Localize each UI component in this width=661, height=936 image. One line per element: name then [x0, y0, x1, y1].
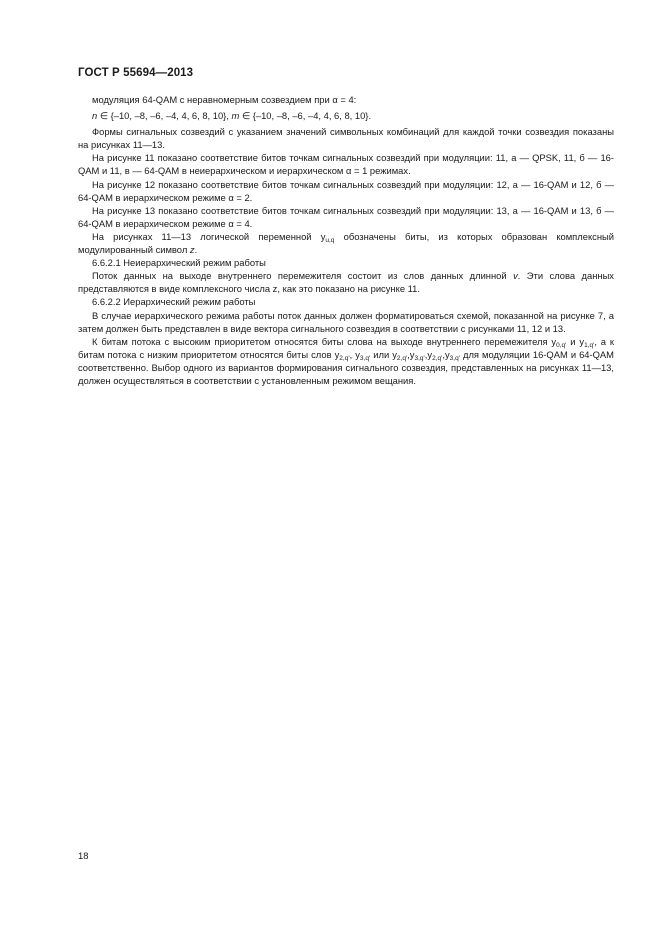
var-n: n — [92, 110, 98, 122]
paragraph-modulation-intro: модуляция 64-QAM с неравномерным созвездием при α = 4: — [92, 94, 357, 105]
text-fragment: ,y — [407, 348, 415, 360]
subscript: u,q — [325, 236, 335, 244]
document-header: ГОСТ Р 55694—2013 — [78, 67, 194, 79]
paragraph-figure-13: На рисунке 13 показано соответствие битов точкам сигнальных созвездий при модуляции: 13, а — 16-QAM и 13, б — 64-QAM в иерархическом режиме α = 4. — [78, 204, 614, 229]
text-fragment: Поток данных на выходе внутреннего перемежителя состоит из слов данных длинной — [92, 270, 514, 282]
text-fragment: , y — [349, 348, 360, 360]
subscript: 2,q' — [339, 354, 350, 362]
text-fragment: ,y — [442, 348, 450, 360]
paragraph-logical-variable — [78, 230, 614, 256]
paragraph-non-hierarchical — [78, 269, 614, 295]
subscript: 3,q' — [359, 354, 371, 362]
formula-constellation-sets — [78, 109, 614, 122]
section-heading-non-hierarchical: 6.6.2.1 Неиерархический режим работы — [92, 257, 266, 269]
subscript: 1,q' — [584, 341, 595, 349]
text-fragment: На рисунках 11—13 логической переменной y — [92, 230, 326, 242]
text-fragment: или y — [370, 348, 397, 360]
paragraph-hierarchical: В случае иерархического режима работы поток данных должен форматироваться схемой, показанной на рисунке 7, а затем должен быть представлен в виде вектора сигнального созвездия в соответствии с рисунками 11, 12 и 13. — [78, 309, 614, 334]
text-fragment: обозначены биты, из которых образован комплексный модулированный символ — [78, 230, 614, 256]
subscript: 2,q' — [432, 354, 443, 362]
var-m: m — [231, 110, 240, 122]
m-set: ∈ {–10, –8, –6, –4, 4, 6, 8, 10}. — [239, 110, 372, 122]
subscript: 2,q' — [396, 354, 408, 362]
subscript: 3,q' — [449, 354, 460, 362]
section-heading-hierarchical: 6.6.2.2 Иерархический режим работы — [92, 296, 256, 308]
document-body — [78, 93, 614, 387]
text-fragment: . — [194, 244, 198, 256]
paragraph-figure-11: На рисунке 11 показано соответствие битов точкам сигнальных созвездий при модуляции: 11, а — QPSK, 11, б — 16-QAM и 11, в — 64-QAM в неиерархическом и иерархическом α = 1 режимах. — [78, 152, 614, 177]
n-set: ∈ {–10, –8, –6, –4, 4, 6, 8, 10}, — [97, 110, 232, 122]
text-fragment: и y — [566, 335, 585, 347]
text-fragment: , а к битам потока с низким приоритетом относятся биты слов y — [78, 335, 614, 360]
text-fragment: ,y — [424, 348, 433, 360]
paragraph-priority-bits — [78, 335, 614, 387]
paragraph-figure-12: На рисунке 12 показано соответствие битов точкам сигнальных созвездий при модуляции: 12, а — 16-QAM и 12, б — 64-QAM в иерархическом режиме α = 2. — [78, 178, 614, 203]
var-v: v — [513, 270, 518, 282]
page-number: 18 — [78, 850, 89, 861]
text-fragment: К битам потока с высоким приоритетом относятся биты слова на выходе внутреннего перемежителя y — [92, 335, 557, 347]
var-z: z — [189, 244, 195, 256]
text-fragment: . Эти слова данных представляются в виде комплексного числа z, как это показано на рисунке 11. — [78, 270, 614, 295]
subscript: 0,q' — [556, 341, 567, 349]
subscript: 3,q' — [414, 354, 425, 362]
paragraph-constellation-forms: Формы сигнальных созвездий с указанием значений символьных комбинаций для каждой точки созвездия показаны на рисунках 11—13. — [78, 126, 614, 151]
text-fragment: для модуляции 16-QAM и 64-QAM соответственно. Выбор одного из вариантов формирования сигнального созвездия, представленных на рисунках 11—13, должен осуществляться в соответствии с установленным режимом вещания. — [78, 348, 614, 386]
